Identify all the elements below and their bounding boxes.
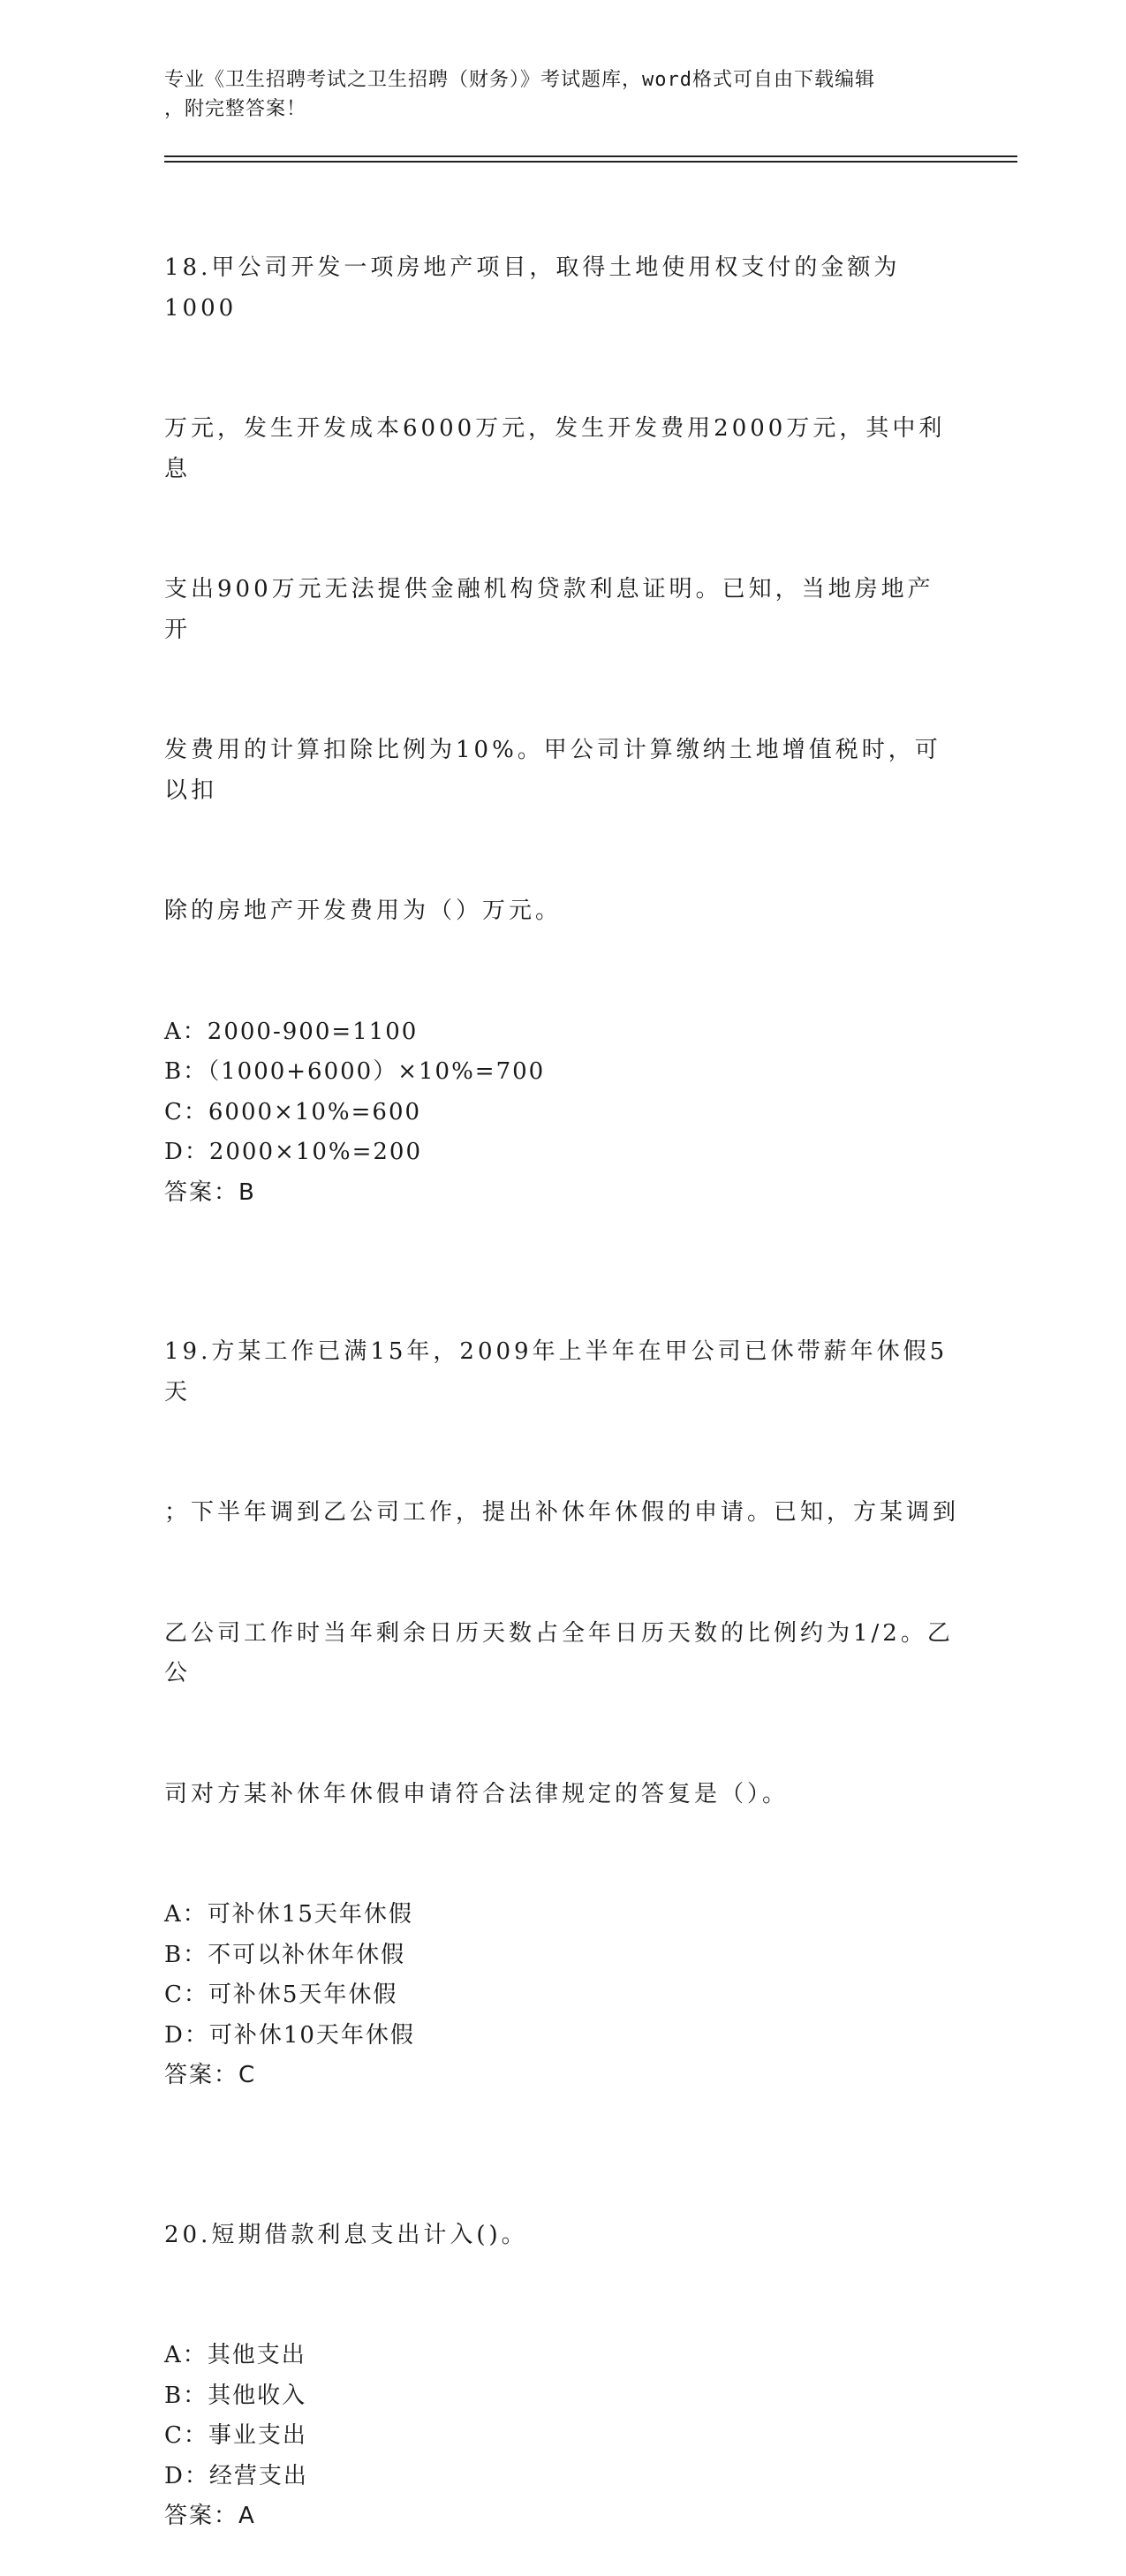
page-header	[164, 65, 941, 124]
option-b: B：（1000+6000）×10%=700	[164, 1058, 546, 1085]
option-c: C：可补休5天年休假	[164, 1981, 398, 2008]
question-line: 司对方某补休年休假申请符合法律规定的答复是（）。	[164, 1780, 790, 1807]
header-line-1: 专业《卫生招聘考试之卫生招聘（财务）》考试题库，word格式可自由下载编辑	[164, 69, 875, 91]
question-list	[164, 168, 959, 2576]
question-line: 发费用的计算扣除比例为10%。甲公司计算缴纳土地增值税时，可以扣	[164, 737, 941, 804]
question-line: ；下半年调到乙公司工作，提出补休年休假的申请。已知，方某调到	[164, 1499, 960, 1526]
option-c: C：事业支出	[164, 2422, 307, 2449]
option-b: B：其他收入	[164, 2382, 307, 2409]
answer-line: 答案：A	[164, 2503, 256, 2529]
option-d: D：2000×10%=200	[164, 1139, 422, 1165]
question-line: 乙公司工作时当年剩余日历天数占全年日历天数的比例约为1/2。乙公	[164, 1619, 954, 1686]
header-divider-top	[164, 155, 1017, 157]
option-c: C：6000×10%=600	[164, 1098, 422, 1125]
question-line: 万元，发生开发成本6000万元，发生开发费用2000万元，其中利息	[164, 415, 946, 482]
question-line: 20.短期借款利息支出计入()。	[164, 2221, 528, 2248]
option-a: A：可补休15天年休假	[164, 1901, 413, 1928]
option-a: A：其他支出	[164, 2342, 306, 2368]
question-line: 支出900万元无法提供金融机构贷款利息证明。已知，当地房地产开	[164, 576, 934, 643]
answer-line: 答案：B	[164, 1178, 256, 1206]
question-20	[164, 2135, 959, 2537]
answer-line: 答案：C	[164, 2062, 257, 2088]
option-b: B：不可以补休年休假	[164, 1941, 406, 1968]
header-divider-bottom	[164, 161, 1017, 163]
question-line: 除的房地产开发费用为（）万元。	[164, 898, 563, 924]
option-a: A：2000-900=1100	[164, 1018, 419, 1045]
question-line: 19.方某工作已满15年，2009年上半年在甲公司已休带薪年休假5天	[164, 1338, 948, 1405]
question-line: 18.甲公司开发一项房地产项目，取得土地使用权支付的金额为1000	[164, 254, 901, 322]
question-18	[164, 168, 959, 1213]
question-19	[164, 1252, 959, 2096]
option-d: D：可补休10天年休假	[164, 2021, 415, 2049]
header-line-2: ，附完整答案！	[164, 98, 307, 120]
question-text	[164, 1252, 959, 1895]
question-text	[164, 168, 959, 1012]
option-d: D：经营支出	[164, 2462, 308, 2489]
question-text	[164, 2135, 959, 2337]
